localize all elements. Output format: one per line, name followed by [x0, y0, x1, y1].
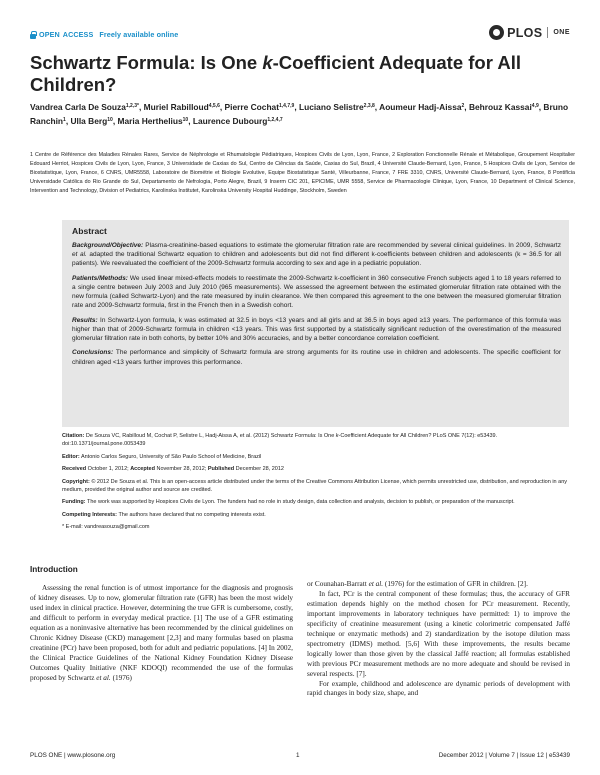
intro-paragraph-1: Assessing the renal function is of utmost importance for the diagnosis and prognosis of kidney diseases. Up to now, glomerular filtration rate (GFR) has been the most widely used index in clinical practice. However, determining the true GFR is cumbersome, costly, and difficult to perform in everyday medical practice. [1] The use of a GFR estimating equation as a noninvasive alternative has been recommended by the clinical guidelines on Chronic Kidney Disease (CKD) management [2,3] and many formulas based on plasma creatinine (PCr) have been proposed, both for adult and pediatric populations. [4] In 2002, the Clinical Practice Guidelines of the National Kidney Foundation Kidney Disease Outcomes Quality Initiative (NKF KDOQI) recommended the use of the formulas proposed by Schwartz et al. (1976) — [30, 584, 293, 682]
editor: Editor: Antonio Carlos Seguro, University of São Paulo School of Medicine, Brazil — [62, 453, 262, 460]
introduction-heading: Introduction — [30, 565, 78, 574]
author: Bruno Ranchin — [30, 102, 569, 126]
plos-wordmark: PLOS — [507, 25, 543, 40]
open-access-banner — [30, 30, 178, 39]
freely-available-label: Freely available online — [99, 30, 179, 39]
logo-divider — [547, 27, 548, 38]
abstract-box — [62, 220, 569, 427]
author: Aoumeur Hadj-Aissa — [379, 102, 462, 112]
article-title: Schwartz Formula: Is One k-Coefficient Adequate for All Children? — [30, 52, 522, 95]
journal-site: PLOS ONE | www.plosone.org — [30, 752, 116, 759]
corresponding-email: * E-mail: vandreasouza@gmail.com — [62, 524, 150, 530]
open-lock-icon — [30, 31, 36, 39]
abstract-conclusions: Conclusions: The performance and simplicity of Schwartz formula are strong arguments for its routine use in children and adolescents. The specific coefficient for children aged <13 years further improves this performance. — [72, 349, 561, 366]
access-label: ACCESS — [62, 30, 94, 39]
article-metadata — [62, 432, 569, 536]
intro-paragraph-3: For example, childhood and adolescence are dynamic periods of development with rapid changes in body size, shape, and — [307, 679, 570, 698]
author: Pierre Cochat — [224, 102, 280, 112]
plos-circle-icon — [489, 25, 504, 40]
intro-paragraph-2: In fact, PCr is the central component of these formulas; thus, the accuracy of GFR estimation depends highly on the method chosen for PCr measurement. Recently, important improvements in laboratory techniques have permitted: 1) to improve the specificity of creatinine measurement (using a kinetic colorimetric compensated Jaffé technique or enzymatic methods) and 2) standardization by the isotope dilution mass spectrometry (IDMS) method. [5,6] With these improvements, the results became logically lower than those given by the classical Jaffé reaction; all formulas established with previous PCr measurement methods are no more adequate and should be revised in several respects. [7]. — [307, 589, 570, 678]
affiliations: 1 Centre de Référence des Maladies Rénales Rares, Service de Néphrologie et Rhumatologie Pédiatriques, Hospices Civils de Lyon, Lyon, France, 2 Exploration Fonctionnelle Rénale et Métabolique, Groupement Hospitalier Edouard Herriot, Hospices Civils de Lyon, Lyon, France, 3 Universidade de Caxias do Sul, Centro de Ciências da Saúde, Caxias do Sul, Brazil, 4 Université Claude-Bernard, Lyon, France, 5 Hospices Civils de Lyon, Service de Biostatistique, Lyon, France, 6 CNRS, UMR5558, Laboratoire de Biométrie et Biologie Evolutive, Equipe Biostatistique Santé, Villeurbanne, France, 7 FRE 3310, CNRS, Université Claude-Bernard, Lyon, France, 8 Pontifícia Universidade Católica do Rio Grande do Sul, Departamento de Nefrologia, Porto Alegre, Brazil, 9 Inserm CIC 201, EPICIME, UMR 5558, Service de Pharmacologie Clinique, Lyon, France, 10 Department of Clinical Science, Intervention and Technology, Division of Pediatrics, Karolinska Institutet, Karolinska University Hospital Huddinge, Stockholm, Sweden — [30, 152, 575, 194]
issue-info: December 2012 | Volume 7 | Issue 12 | e53439 — [438, 752, 570, 759]
author: Vandrea Carla De Souza — [30, 102, 126, 112]
abstract-results: Results: In Schwartz-Lyon formula, k was estimated at 32.5 in boys <13 years and all girls and at 36.5 in boys aged ≥13 years. The performance of this formula was higher than that of 2009-Schwartz formula in children <13 years. This was first supported by a statistically significant reduction of the overestimation of the measured glomerular filtration rate in both cohorts, by better 10% and 30% accuracies, and by a better concordance correlation coefficient. — [72, 316, 561, 342]
dates: Received October 1, 2012; Accepted November 28, 2012; Published December 28, 2012 — [62, 466, 284, 472]
author: Ulla Berg — [70, 115, 108, 126]
right-column — [307, 580, 570, 699]
author: Muriel Rabilloud — [143, 102, 209, 112]
author-list: Vandrea Carla De Souza$^{1,2,3*}$, Muriel Rabilloud$^{4,5,6}$, Pierre Cochat$^{1,4,7,9}$, Luciano Selistre$^{2,3,8}$, Aoumeur Hadj-Aissa$^2$, Behrouz Kassai$^{4,9}$, Bruno Ranchin$^1$, Ulla Berg$^{10}$, Maria Herthelius$^{10}$, Laurence Dubourg$^{1,2,4,7}$ — [30, 102, 569, 126]
intro-paragraph-1-continued: or Counahan-Barratt et al. (1976) for the estimation of GFR in children. [2]. — [307, 580, 528, 588]
copyright: Copyright: © 2012 De Souza et al. This is an open-access article distributed under the terms of the Creative Commons Attribution License, which permits unrestricted use, distribution, and reproduction in any medium, provided the original author and source are credited. — [62, 478, 568, 493]
abstract-methods: Patients/Methods: We used linear mixed-effects models to reestimate the 2009-Schwartz k-coefficient in 360 consecutive French subjects aged 1 to 18 years referred to a single centre between July 2003 and July 2010 (965 measurements). We assessed the agreement between the estimated glomerular filtration rate obtained with the new formula (called Schwartz-Lyon) and the rate measured by inulin clearance. We then compared this agreement to the one between the measured glomerular filtration rate and 2009-Schwartz formula, first in the French then in a Swedish cohort. — [72, 274, 561, 310]
one-wordmark: ONE — [553, 29, 570, 36]
funding: Funding: The work was supported by Hospices Civils de Lyon. The funders had no role in study design, data collection and analysis, decision to publish, or preparation of the manuscript. — [62, 499, 515, 505]
author: Behrouz Kassai — [468, 102, 532, 112]
citation: Citation: De Souza VC, Rabilloud M, Cochat P, Selistre L, Hadj-Aissa A, et al. (2012) Schwartz Formula: Is One k-Coefficient Adequate for All Children? PLoS ONE 7(12): e53439. doi:10.1371/journal.pone.0053439 — [62, 433, 498, 447]
author: Laurence Dubourg — [192, 115, 268, 126]
page-number: 1 — [296, 752, 300, 759]
plos-one-logo — [489, 25, 570, 40]
author: Luciano Selistre — [298, 102, 364, 112]
open-access-label: OPEN — [39, 30, 60, 39]
left-column — [30, 565, 293, 684]
competing-interests: Competing Interests: The authors have declared that no competing interests exist. — [62, 511, 266, 518]
author: Maria Herthelius — [117, 115, 183, 126]
abstract-background: Background/Objective: Plasma-creatinine-based equations to estimate the glomerular filtration rate are recommended by several clinical guidelines. In 2009, Schwartz et al. adapted the traditional Schwartz equation to children and adolescents but did not find different k-coefficients between children and adolescents (k = 36.5 for all patients). We reevaluated the coefficient of the 2009-Schwartz formula according to sex and age in a pediatric population. — [72, 242, 561, 268]
abstract-heading: Abstract — [72, 226, 107, 236]
